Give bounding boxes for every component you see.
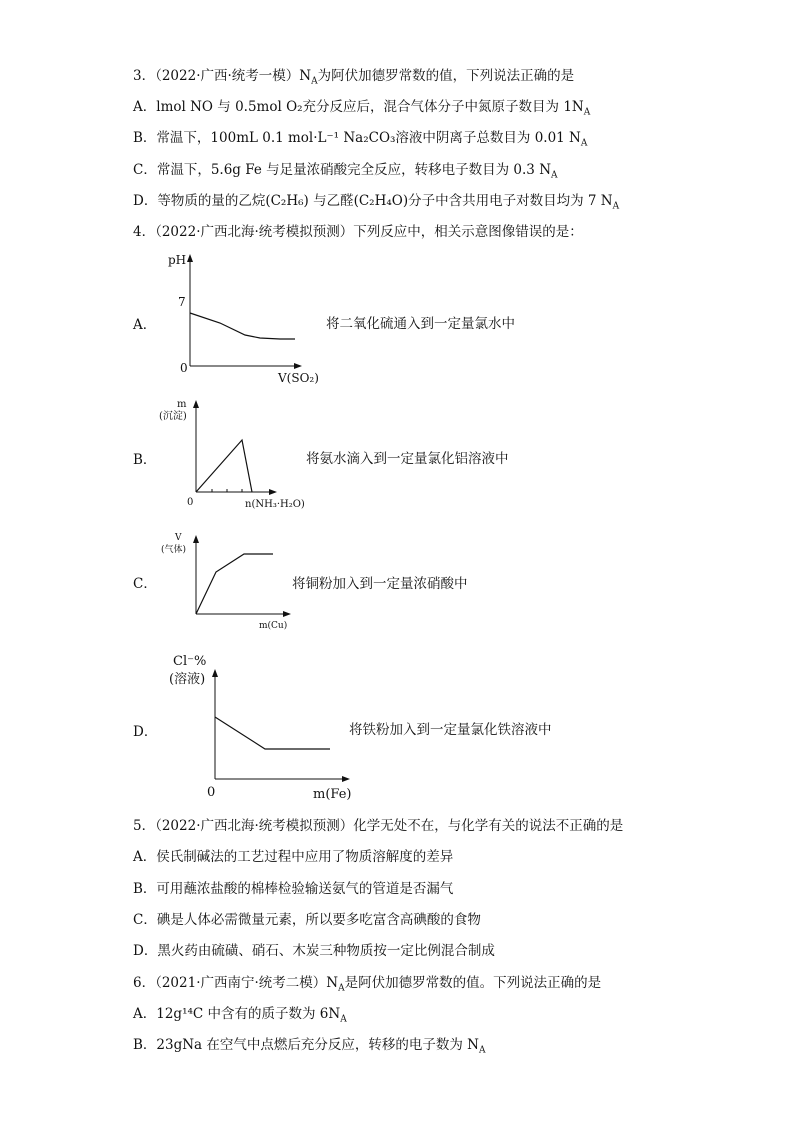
q6-option-b: B．23gNa 在空气中点燃后充分反应，转移的电子数为 $N_A$ [133,1037,486,1056]
graph-a-curve [190,313,295,339]
q4-graph-d [165,648,365,804]
graph-a-xlabel: V(SO₂) [278,371,319,385]
graph-a-ytick: 7 [178,295,186,309]
graph-c-x-arrow [283,611,291,617]
q3-option-c: C．常温下，5.6g Fe 与足量浓硝酸完全反应，转移电子数目为 0.3 $N_A$ [133,162,558,181]
q4-option-a-label: A． [133,317,157,333]
q4-graph-b [155,393,325,518]
graph-b-origin: 0 [187,497,194,508]
graph-b-curve [196,440,252,492]
graph-d-x-arrow [342,776,350,782]
q3-stem: 3．（2022·广西·统考一模）$N_A$为阿伏加德罗常数的值，下列说法正确的是 [133,68,575,87]
graph-c-curve [196,554,273,614]
graph-a-ylabel: pH [168,253,187,267]
q4-stem: 4．（2022·广西北海·统考模拟预测）下列反应中，相关示意图像错误的是： [133,224,583,240]
q3-option-b: B．常温下，100mL 0.1 mol·L⁻¹ Na₂CO₃溶液中阴离子总数目为 0.01 $N_A$ [133,130,588,149]
q4-option-d-label: D． [133,724,158,740]
q6-option-a: A．12g¹⁴C 中含有的质子数为 $6N_A$ [133,1006,347,1025]
q3-option-a: A．lmol NO 与 0.5mol O₂充分反应后，混合气体分子中氮原子数目为 $1N_A$ [133,99,591,118]
graph-a-x-arrow [294,363,302,369]
q4-option-c-label: C． [133,576,157,592]
graph-c-y-arrow [193,535,199,543]
q5-option-b: B．可用蘸浓盐酸的棉棒检验输送氨气的管道是否漏气 [133,881,454,897]
q5-option-d: D．黑火药由硫磺、硝石、木炭三种物质按一定比例混合制成 [133,943,495,959]
q4-option-a-desc: 将二氧化硫通入到一定量氯水中 [326,316,515,332]
graph-c-xlabel: m(Cu) [259,621,288,631]
graph-c-ylabel-1: V [175,533,182,543]
graph-c-ylabel-2: (气体) [161,545,187,555]
graph-b-ylabel-1: m [177,399,187,410]
q5-option-a: A．侯氏制碱法的工艺过程中应用了物质溶解度的差异 [133,849,454,865]
graph-b-xlabel: n(NH₃·H₂O) [245,499,305,510]
q4-graph-a [160,248,360,388]
graph-d-y-arrow [212,669,218,677]
graph-b-y-arrow [193,400,199,408]
q4-option-b-label: B． [133,452,157,468]
q5-option-c: C．碘是人体必需微量元素，所以要多吃富含高碘酸的食物 [133,912,481,928]
q4-option-d-desc: 将铁粉加入到一定量氯化铁溶液中 [349,722,552,738]
q3-option-d: D．等物质的量的乙烷(C₂H₆) 与乙醛(C₂H₄O)分子中含共用电子对数目均为 7 $N_A$ [133,193,620,212]
graph-a-y-arrow [187,254,193,262]
graph-a-origin: 0 [180,361,188,375]
graph-b-ylabel-2: (沉淀) [159,411,187,422]
q4-graph-c [155,528,305,638]
graph-d-ylabel-1: Cl⁻% [173,654,207,669]
q6-stem: 6．（2021·广西南宁·统考二模）$N_A$是阿伏加德罗常数的值。下列说法正确的是 [133,975,602,994]
graph-d-curve [215,717,330,749]
q4-option-c-desc: 将铜粉加入到一定量浓硝酸中 [292,576,468,592]
graph-d-xlabel: m(Fe) [313,787,352,802]
q4-option-b-desc: 将氨水滴入到一定量氯化铝溶液中 [306,451,509,467]
q5-stem: 5．（2022·广西北海·统考模拟预测）化学无处不在，与化学有关的说法不正确的是 [133,818,624,834]
graph-d-ylabel-2: (溶液) [169,672,206,687]
graph-b-x-arrow [269,489,277,495]
graph-d-origin: 0 [207,785,216,800]
